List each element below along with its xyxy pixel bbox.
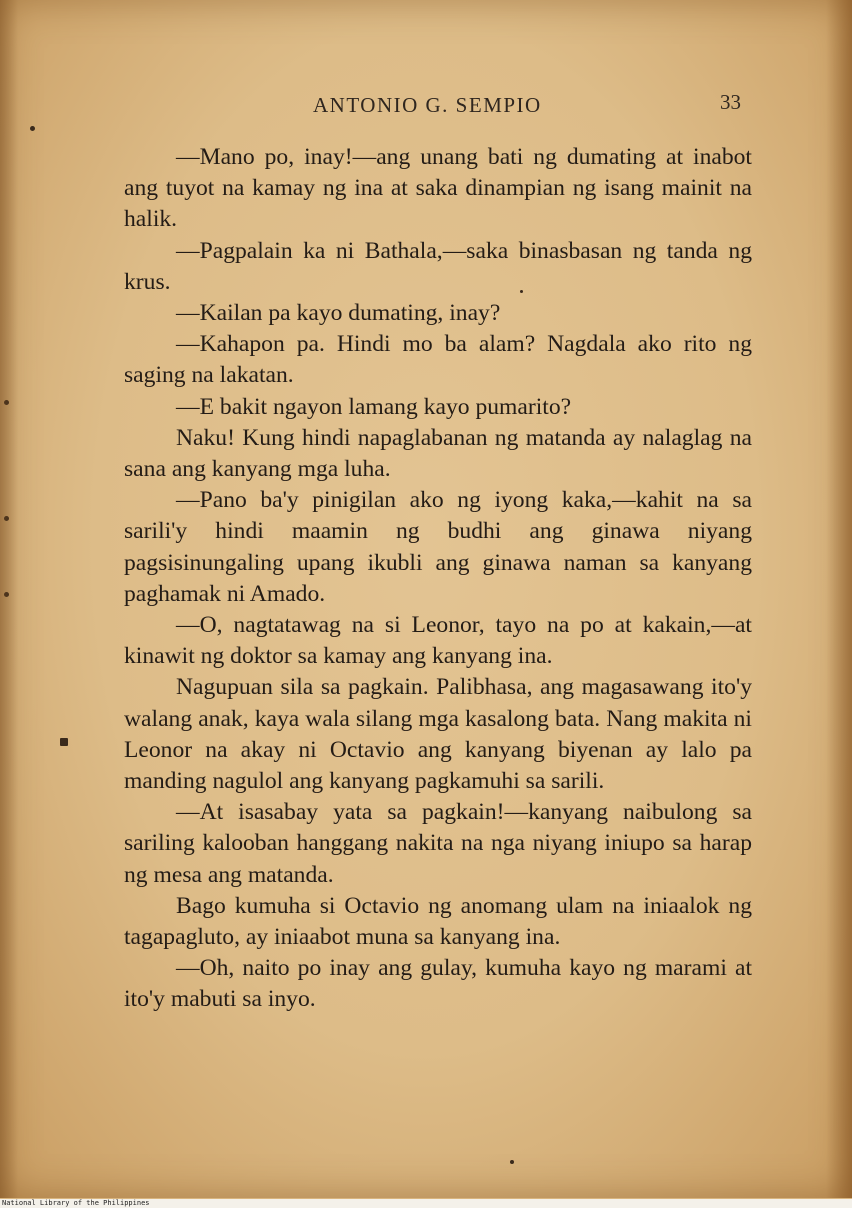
ink-speck	[4, 400, 9, 405]
body-text	[124, 142, 752, 1016]
paragraph: —Pano ba'y pinigilan ako ng iyong kaka,—kahit na sa sarili'y hindi maamin ng budhi ang ginawa niyang pagsisinungaling upang ikubli ang ginawa naman sa kanyang paghamak ni Amado.	[124, 487, 752, 607]
paragraph: —Mano po, inay!—ang unang bati ng dumating at inabot ang tuyot na kamay ng ina at saka dinampian ng isang mainit na halik.	[124, 144, 752, 233]
paragraph: —Pagpalain ka ni Bathala,—saka binasbasan ng tanda ng krus.	[124, 237, 752, 295]
footer-bar	[0, 1199, 852, 1208]
ink-speck	[30, 126, 35, 131]
paragraph: —At isasabay yata sa pagkain!—kanyang naibulong sa sariling kalooban hanggang nakita na nga niyang iniupo sa harap ng mesa ang matanda.	[124, 799, 752, 888]
running-head: ANTONIO G. SEMPIO	[313, 93, 542, 117]
paragraph: Naku! Kung hindi napaglabanan ng matanda ay nalaglag na sana ang kanyang mga luha.	[124, 424, 752, 483]
paragraph: —E bakit ngayon lamang kayo pumarito?	[176, 393, 572, 420]
ink-speck	[60, 738, 68, 746]
paragraph: Bago kumuha si Octavio ng anomang ulam na iniaalok ng tagapagluto, ay iniaabot muna sa kanyang ina.	[124, 892, 752, 951]
paragraph: —O, nagtatawag na si Leonor, tayo na po at kakain,—at kinawit ng doktor sa kamay ang kanyang ina.	[124, 612, 752, 670]
ink-speck	[4, 592, 9, 597]
watermark-text: National Library of the Philippines	[2, 1199, 150, 1207]
paragraph: —Oh, naito po inay ang gulay, kumuha kayo ng marami at ito'y mabuti sa inyo.	[124, 955, 752, 1013]
page-number: 33	[720, 90, 741, 114]
ink-speck	[4, 516, 9, 521]
paragraph: —Kahapon pa. Hindi mo ba alam? Nagdala ako rito ng saging na lakatan.	[124, 331, 752, 389]
paragraph: Nagupuan sila sa pagkain. Palibhasa, ang magasawang ito'y walang anak, kaya wala silang mga kasalong bata. Nang makita ni Leonor na akay ni Octavio ang kanyang biyenan ay lalo pa manding nagulol ang kanyang pagkamuhi sa sarili.	[124, 674, 752, 795]
ink-speck	[510, 1160, 514, 1164]
paragraph: —Kailan pa kayo dumating, inay?	[176, 300, 501, 327]
ink-speck	[520, 290, 523, 293]
